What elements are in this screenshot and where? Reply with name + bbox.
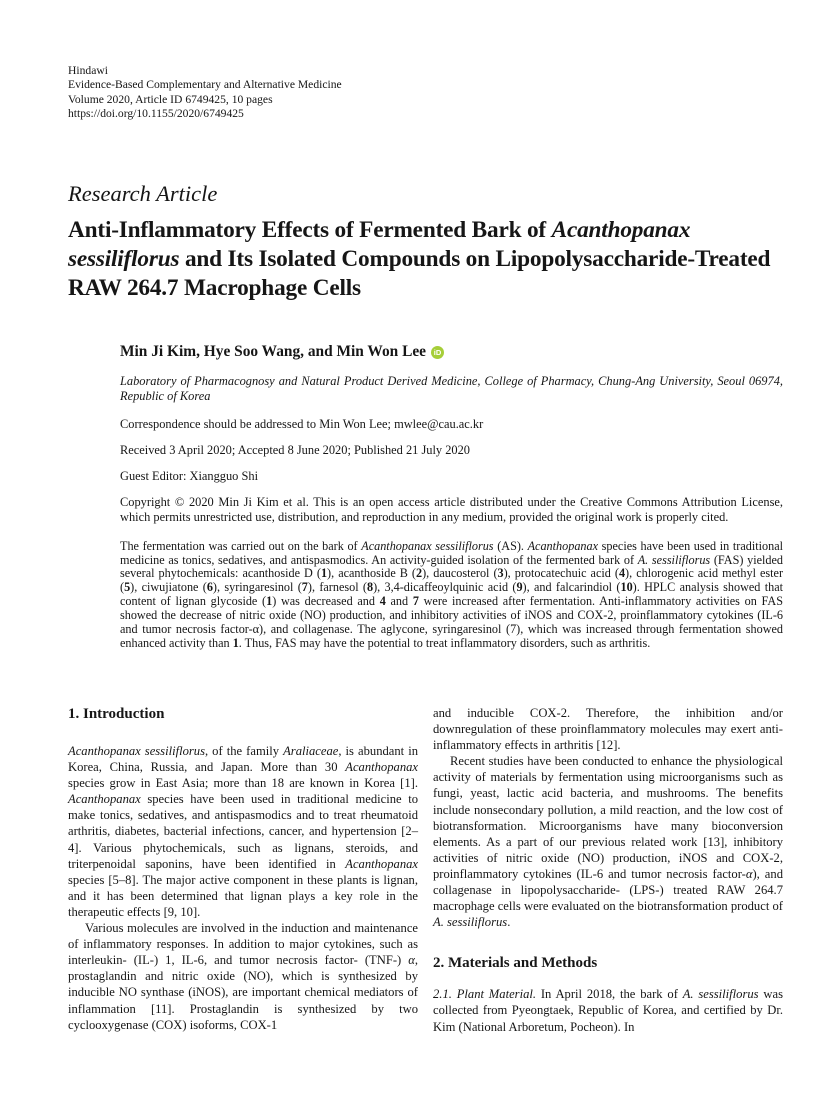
intro-paragraph-1: Acanthopanax sessiliflorus, of the family Araliaceae, is abundant in Korea, China, Russia, and Japan. More than 30 Acanthopanax species grow in East Asia; more than 18 are known in Korea [1]. Acanthopanax species have been used in traditional medicine to make tonics, sedatives, and antispasmodics and to treat rheumatoid arthritis, diabetes, bacterial infections, cancer, and hypertension [2–4]. Various phytochemicals, such as lignans, steroids, and triterpenoidal saponins, have been identified in Acanthopanax species [5–8]. The major active component in these plants is lignan, and it has been determined that lignan plays a key role in the therapeutic effects [9, 10]. (68, 744, 419, 919)
abstract-text: The fermentation was carried out on the bark of Acanthopanax sessiliflorus (AS). Acanthopanax species have been used in traditional medicine as tonics, sedatives, and antispasmodics. An activity-guided isolation of the fermented bark of A. sessiliflorus (FAS) yielded several phytochemicals: acanthoside D (1), acanthoside B (2), daucosterol (3), protocatechuic acid (4), chlorogenic acid methyl ester (5), ciwujiatone (6), syringaresinol (7), farnesol (8), 3,4-dicaffeoylquinic acid (9), and falcarindiol (10). HPLC analysis showed that content of lignan glycoside (1) was decreased and 4 and 7 were increased after fermentation. Anti-inflammatory activities on FAS showed the decrease of nitric oxide (NO) production, and inhibitory activities of iNOS and COX-2, proinflammatory cytokines (IL-6 and tumor necrosis factor-α), and collagenase. The aglycone, syringaresinol (7), which was increased through fermentation showed enhanced activity than 1. Thus, FAS may have the potential to treat inflammatory disorders, such as arthritis. (120, 538, 784, 650)
intro-paragraph-3: and inducible COX-2. Therefore, the inhibition and/or downregulation of these proinflammatory molecules may exert anti-inflammatory effects in arthritis [12]. (433, 706, 783, 753)
intro-paragraph-4: Recent studies have been conducted to enhance the physiological activity of materials by fermentation using microorganisms such as fungi, yeast, lactic acid bacteria, and mushrooms. The benefits include nonsecondary pollution, a mild reaction, and the low cost of biotransformation. Microorganisms have many bioconversion elements. As a part of our previous related work [13], inhibitory activities of nitric oxide (NO) production, iNOS and COX-2, proinflammatory cytokines (IL-6 and tumor necrosis factor-α), and collagenase in lipopolysaccharide- (LPS-) treated RAW 264.7 macrophage cells were evaluated on the biotransformation product of A. sessiliflorus. (433, 754, 783, 930)
journal-name: Evidence-Based Complementary and Alternative Medicine (68, 78, 342, 92)
publisher-name: Hindawi (68, 64, 108, 77)
section-heading-methods: 2. Materials and Methods (433, 955, 598, 972)
affiliation: Laboratory of Pharmacognosy and Natural Product Derived Medicine, College of Pharmacy, Chung-Ang University, Seoul 06974, Republic of Korea (120, 374, 783, 404)
copyright-notice: Copyright © 2020 Min Ji Kim et al. This is an open access article distributed under the Creative Commons Attribution License, which permits unrestricted use, distribution, and reproduction in any medium, provided the original work is properly cited. (120, 495, 783, 525)
methods-paragraph-1: 2.1. Plant Material. In April 2018, the bark of A. sessiliflorus was collected from Pyeongtaek, Republic of Korea, and certified by Dr. Kim (National Arboretum, Pocheon). In (433, 987, 783, 1034)
body-columns (68, 705, 784, 1035)
journal-header (68, 64, 342, 122)
article-meta (120, 344, 783, 651)
intro-paragraph-2: Various molecules are involved in the induction and maintenance of inflammatory responses. In addition to major cytokines, such as interleukin- (IL-) 1, IL-6, and tumor necrosis factor- (TNF-) α, prostaglandin and nitric oxide (NO), which is synthesized by inducible NO synthase (iNOS), are important chemical mediators of inflammation [11]. Prostaglandin is synthesized by two cyclooxygenase (COX) isoforms, COX-1 (68, 921, 418, 1032)
guest-editor-line: Guest Editor: Xiangguo Shi (120, 469, 259, 484)
orcid-icon[interactable]: iD (431, 346, 444, 359)
correspondence-line (120, 417, 783, 432)
right-column (433, 705, 783, 1035)
doi-link[interactable]: https://doi.org/10.1155/2020/6749425 (68, 107, 244, 121)
dates-line: Received 3 April 2020; Accepted 8 June 2020; Published 21 July 2020 (120, 442, 470, 457)
email-link[interactable]: mwlee@cau.ac.kr (394, 416, 484, 431)
authors-line (120, 344, 783, 359)
author-names: Min Ji Kim, Hye Soo Wang, and Min Won Lee (120, 343, 427, 360)
correspondence-text: Correspondence should be addressed to Min Won Lee; (120, 416, 395, 431)
page-title: Anti-Inflammatory Effects of Fermented Bark of Acanthopanax sessiliflorus and Its Isolated Compounds on Lipopolysaccharide-Treated RAW 264.7 Macrophage Cells (68, 217, 771, 301)
volume-line: Volume 2020, Article ID 6749425, 10 pages (68, 92, 273, 106)
left-column (68, 705, 418, 1035)
section-heading-introduction: 1. Introduction (68, 706, 165, 722)
article-type-label: Research Article (68, 181, 218, 206)
